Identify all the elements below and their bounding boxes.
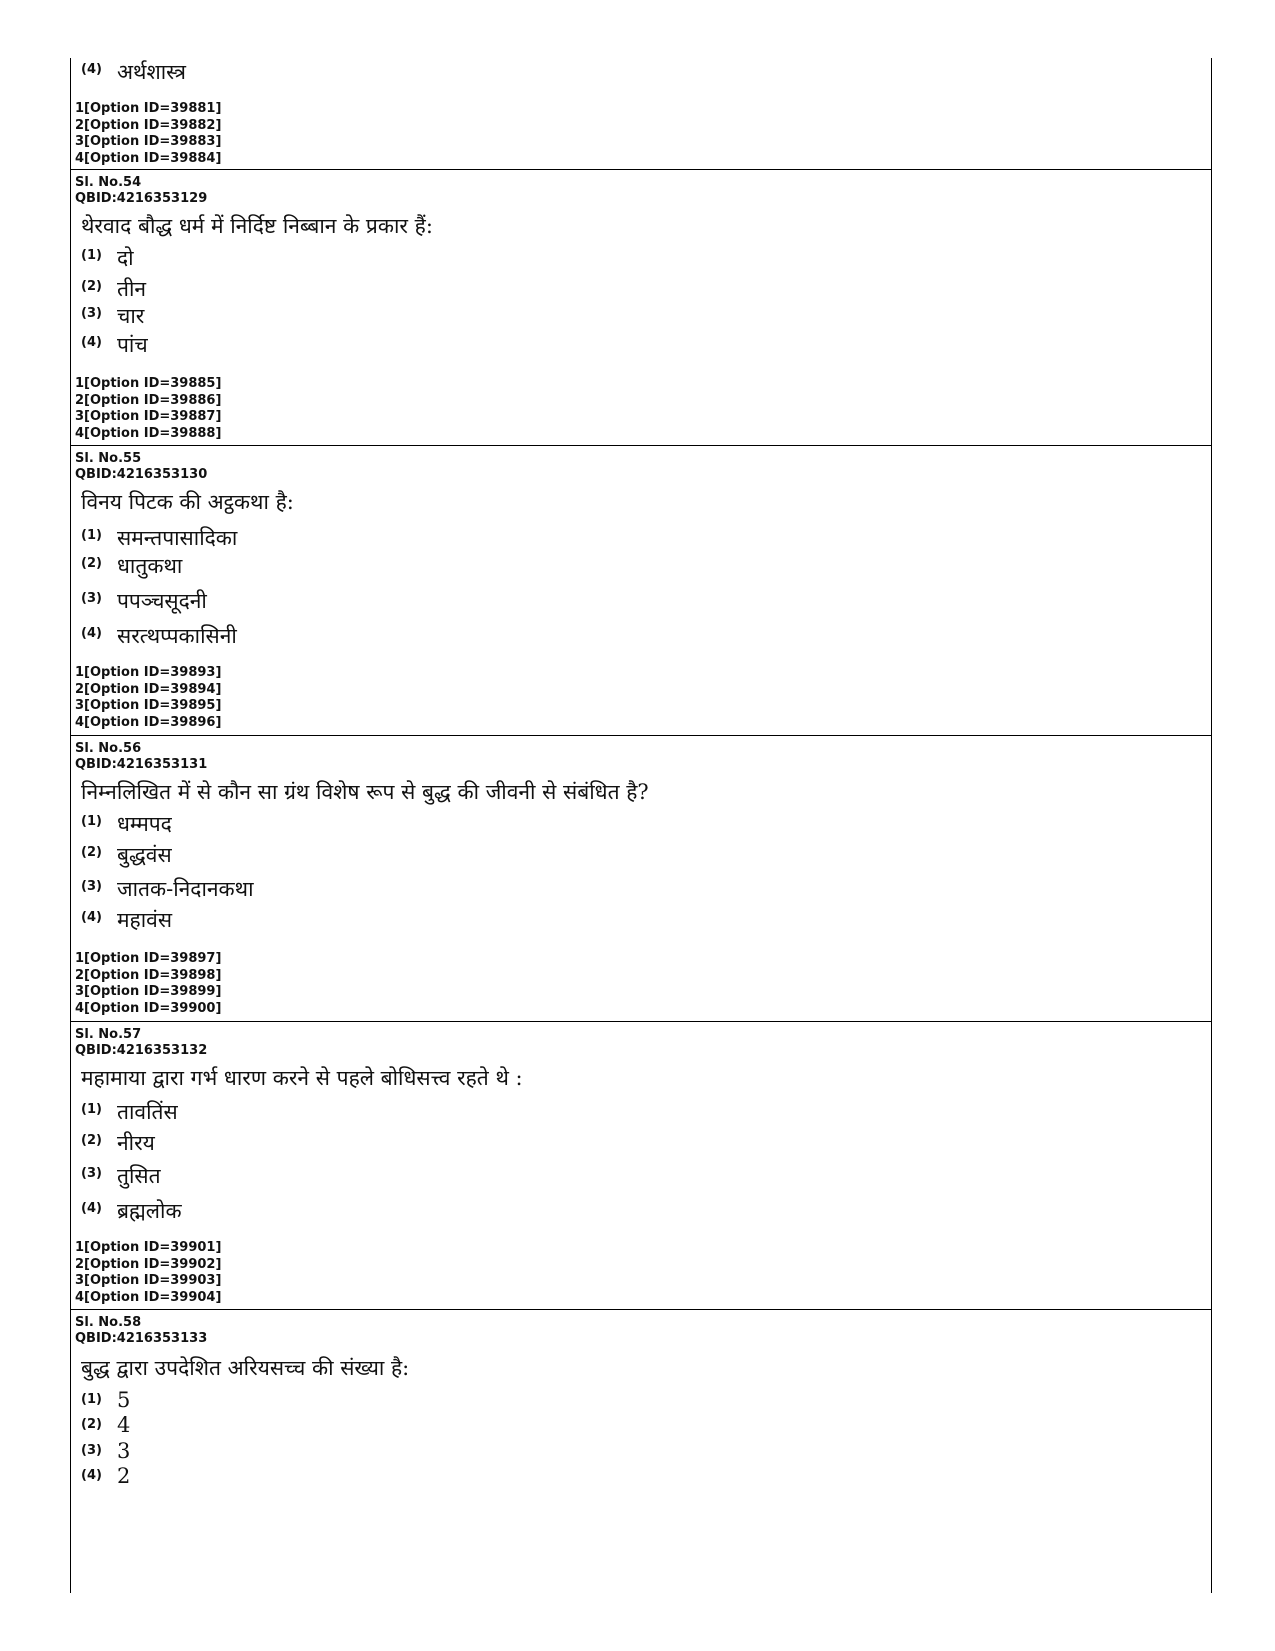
option-id: 2[Option ID=39902] bbox=[75, 1256, 222, 1272]
option-1 bbox=[81, 810, 172, 840]
option-id-list bbox=[75, 665, 221, 731]
option-text: दो bbox=[117, 246, 134, 270]
question-text: बुद्ध द्वारा उपदेशित अरियसच्च की संख्या है: bbox=[81, 1356, 410, 1380]
option-id: 2[Option ID=39898] bbox=[75, 967, 222, 983]
option-text: 4 bbox=[117, 1413, 131, 1437]
option-id: 2[Option ID=39882] bbox=[75, 117, 222, 133]
qbid: QBID:4216353133 bbox=[75, 1331, 208, 1346]
option-id-list bbox=[75, 1240, 221, 1306]
option-number: (3) bbox=[81, 1443, 102, 1458]
option-3 bbox=[81, 587, 207, 617]
question-block-55 bbox=[71, 446, 1211, 736]
option-number: (4) bbox=[81, 910, 102, 925]
question-block-58 bbox=[71, 1310, 1211, 1593]
option-2 bbox=[81, 275, 146, 305]
option-id: 1[Option ID=39885] bbox=[75, 376, 222, 391]
option-text: सरत्थप्पकासिनी bbox=[117, 624, 237, 648]
option-number: (1) bbox=[81, 248, 102, 263]
question-block-57 bbox=[71, 1022, 1211, 1310]
option-id-list bbox=[75, 101, 221, 167]
option-id: 3[Option ID=39895] bbox=[75, 698, 222, 713]
option-3 bbox=[81, 302, 144, 332]
option-number: (2) bbox=[81, 279, 102, 294]
option-1 bbox=[81, 244, 134, 274]
option-id: 4[Option ID=39900] bbox=[75, 1000, 222, 1016]
option-text: 3 bbox=[117, 1439, 131, 1463]
serial-number: Sl. No.56 bbox=[75, 741, 142, 756]
option-id: 3[Option ID=39903] bbox=[75, 1273, 222, 1288]
option-number: (4) bbox=[81, 1201, 102, 1216]
option-2 bbox=[81, 1129, 155, 1159]
option-number: (2) bbox=[81, 845, 102, 860]
option-text: तावतिंस bbox=[117, 1100, 178, 1124]
option-text: अर्थशास्त्र bbox=[117, 60, 186, 84]
option-id: 2[Option ID=39894] bbox=[75, 681, 222, 697]
option-id: 3[Option ID=39887] bbox=[75, 409, 222, 424]
option-4 bbox=[81, 1197, 182, 1227]
option-number: (3) bbox=[81, 1166, 102, 1181]
option-4 bbox=[81, 1464, 130, 1494]
option-id: 1[Option ID=39881] bbox=[75, 101, 222, 116]
option-4 bbox=[81, 622, 237, 652]
option-text: ब्रह्मलोक bbox=[117, 1199, 182, 1223]
serial-number: Sl. No.57 bbox=[75, 1027, 142, 1042]
option-text: समन्तपासादिका bbox=[117, 526, 238, 550]
option-text: तुसित bbox=[117, 1164, 161, 1188]
option-id-list bbox=[75, 951, 221, 1017]
option-text: बुद्धवंस bbox=[117, 843, 172, 867]
qbid: QBID:4216353132 bbox=[75, 1043, 208, 1058]
option-text: पपञ्चसूदनी bbox=[117, 589, 207, 613]
option-text: चार bbox=[117, 304, 145, 328]
option-number: (3) bbox=[81, 306, 102, 321]
option-number: (4) bbox=[81, 1468, 102, 1483]
option-number: (2) bbox=[81, 1133, 102, 1148]
qbid: QBID:4216353130 bbox=[75, 467, 208, 482]
option-id: 3[Option ID=39899] bbox=[75, 984, 222, 999]
option-number: (4) bbox=[81, 626, 102, 641]
option-2 bbox=[81, 841, 172, 871]
option-4 bbox=[81, 58, 186, 88]
question-text: महामाया द्वारा गर्भ धारण करने से पहले बोधिसत्त्व रहते थे : bbox=[81, 1066, 523, 1090]
option-text: 2 bbox=[117, 1464, 131, 1488]
option-id: 2[Option ID=39886] bbox=[75, 392, 222, 408]
option-number: (2) bbox=[81, 556, 102, 571]
option-id: 4[Option ID=39888] bbox=[75, 425, 222, 441]
question-text: थेरवाद बौद्ध धर्म में निर्दिष्ट निब्बान के प्रकार हैं: bbox=[81, 214, 433, 238]
option-id: 4[Option ID=39896] bbox=[75, 714, 222, 730]
question-text: निम्नलिखित में से कौन सा ग्रंथ विशेष रूप से बुद्ध की जीवनी से संबंधित है? bbox=[81, 780, 649, 804]
option-4 bbox=[81, 331, 148, 361]
option-id-list bbox=[75, 376, 221, 442]
option-number: (1) bbox=[81, 1392, 102, 1407]
option-4 bbox=[81, 906, 172, 936]
option-id: 1[Option ID=39897] bbox=[75, 951, 222, 966]
option-text: पांच bbox=[117, 333, 148, 357]
option-3 bbox=[81, 875, 254, 905]
qbid: QBID:4216353131 bbox=[75, 757, 208, 772]
option-number: (1) bbox=[81, 1102, 102, 1117]
option-text: जातक-निदानकथा bbox=[117, 877, 254, 901]
option-text: तीन bbox=[117, 277, 147, 301]
option-number: (4) bbox=[81, 335, 102, 350]
question-block-54 bbox=[71, 170, 1211, 446]
serial-number: Sl. No.58 bbox=[75, 1315, 142, 1330]
option-id: 4[Option ID=39884] bbox=[75, 150, 222, 166]
option-2 bbox=[81, 552, 182, 582]
serial-number: Sl. No.54 bbox=[75, 175, 142, 190]
option-1 bbox=[81, 1098, 178, 1128]
question-block-53-tail bbox=[71, 58, 1211, 170]
option-3 bbox=[81, 1162, 161, 1192]
option-number: (2) bbox=[81, 1417, 102, 1432]
question-paper-sheet bbox=[70, 58, 1212, 1593]
option-1 bbox=[81, 524, 237, 554]
option-id: 4[Option ID=39904] bbox=[75, 1289, 222, 1305]
option-number: (3) bbox=[81, 879, 102, 894]
serial-number: Sl. No.55 bbox=[75, 451, 142, 466]
option-number: (1) bbox=[81, 814, 102, 829]
option-id: 1[Option ID=39893] bbox=[75, 665, 222, 680]
option-number: (4) bbox=[81, 62, 102, 77]
option-number: (1) bbox=[81, 528, 102, 543]
option-number: (3) bbox=[81, 591, 102, 606]
option-id: 3[Option ID=39883] bbox=[75, 134, 222, 149]
option-id: 1[Option ID=39901] bbox=[75, 1240, 222, 1255]
option-text: धातुकथा bbox=[117, 554, 183, 578]
option-text: नीरय bbox=[117, 1131, 155, 1155]
option-text: महावंस bbox=[117, 908, 173, 932]
option-text: 5 bbox=[117, 1388, 131, 1412]
question-block-56 bbox=[71, 736, 1211, 1022]
qbid: QBID:4216353129 bbox=[75, 191, 208, 206]
option-text: धम्मपद bbox=[117, 812, 172, 836]
question-text: विनय पिटक की अट्ठकथा है: bbox=[81, 490, 294, 514]
